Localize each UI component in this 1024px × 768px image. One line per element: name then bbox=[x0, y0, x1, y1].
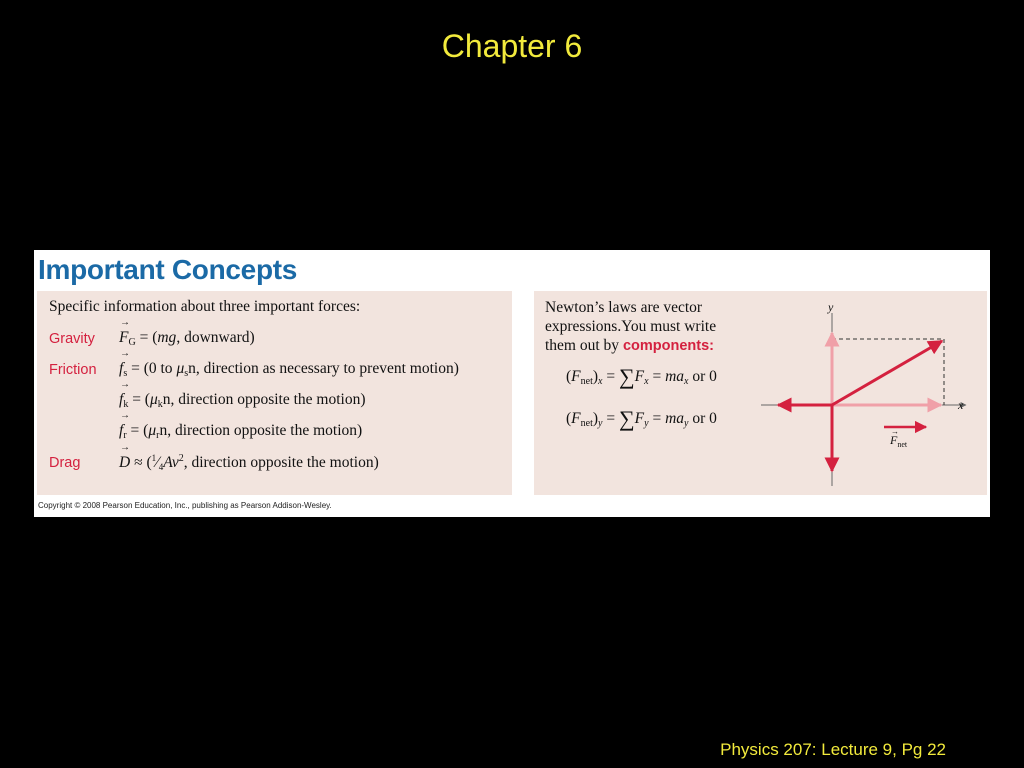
gravity-label: Gravity bbox=[49, 331, 95, 347]
x-axis-label: x bbox=[958, 398, 964, 412]
newtons-laws-text bbox=[545, 298, 716, 356]
gravity-row bbox=[49, 329, 509, 351]
friction-kinetic-row bbox=[49, 391, 509, 413]
drag-formula-tail: , direction opposite the motion) bbox=[183, 454, 379, 472]
newtons-laws-panel bbox=[534, 291, 987, 495]
x-component-equation: $(F_{net})_x = \sum F_x = ma_x$ or 0 bbox=[566, 364, 717, 389]
force-component-diagram bbox=[756, 301, 981, 486]
drag-label: Drag bbox=[49, 455, 81, 471]
gravity-formula-tail: , downward) bbox=[176, 329, 255, 346]
slide-footer: Physics 207: Lecture 9, Pg 22 bbox=[720, 740, 946, 759]
y-axis-label: y bbox=[828, 301, 834, 314]
static-friction-tail: n, direction as necessary to prevent motion) bbox=[188, 360, 459, 377]
static-friction-formula: → $f_s = (0$ to $\mu_sn$, direction as necessary to prevent motion) bbox=[119, 360, 459, 379]
newtons-line-1: Newton’s laws are vector bbox=[545, 299, 703, 316]
drag-row bbox=[49, 453, 509, 475]
forces-intro: Specific information about three important forces: bbox=[49, 298, 361, 315]
newtons-line-3 bbox=[545, 336, 716, 356]
newtons-line-2: expressions.You must write bbox=[545, 318, 717, 335]
friction-rolling-row bbox=[49, 422, 509, 444]
y-equation-tail: or 0 bbox=[688, 410, 717, 427]
rolling-friction-tail: n, direction opposite the motion) bbox=[159, 422, 363, 439]
drag-formula: → $D \approx (^1⁄_4Av^2$, direction opposite the motion) bbox=[119, 453, 379, 472]
friction-static-row bbox=[49, 360, 509, 382]
rolling-friction-formula: → $f_r = (\mu_rn$, direction opposite the motion) bbox=[119, 422, 362, 441]
diagonal-force-arrow bbox=[832, 341, 942, 405]
friction-label: Friction bbox=[49, 362, 97, 378]
copyright-notice: Copyright © 2008 Pearson Education, Inc., publishing as Pearson Addison-Wesley. bbox=[38, 501, 332, 510]
y-component-equation: $(F_{net})_y = \sum F_y = ma_y$ or 0 bbox=[566, 406, 717, 431]
important-concepts-figure bbox=[34, 250, 990, 517]
components-highlight: components: bbox=[622, 338, 714, 354]
kinetic-friction-formula: → $f_k = (\mu_kn$, direction opposite the motion) bbox=[119, 391, 366, 410]
kinetic-friction-tail: n, direction opposite the motion) bbox=[162, 391, 366, 408]
forces-panel bbox=[37, 291, 512, 495]
gravity-formula: → $F_G = (mg$, downward) bbox=[119, 329, 255, 348]
net-force-vector-mark: → bbox=[891, 427, 899, 436]
net-force-label: $F_{net}$ bbox=[890, 433, 908, 449]
figure-heading: Important Concepts bbox=[38, 254, 298, 285]
newtons-line-3-prefix: them out by bbox=[545, 337, 620, 354]
slide-title: Chapter 6 bbox=[441, 28, 583, 64]
x-equation-tail: or 0 bbox=[688, 368, 717, 385]
